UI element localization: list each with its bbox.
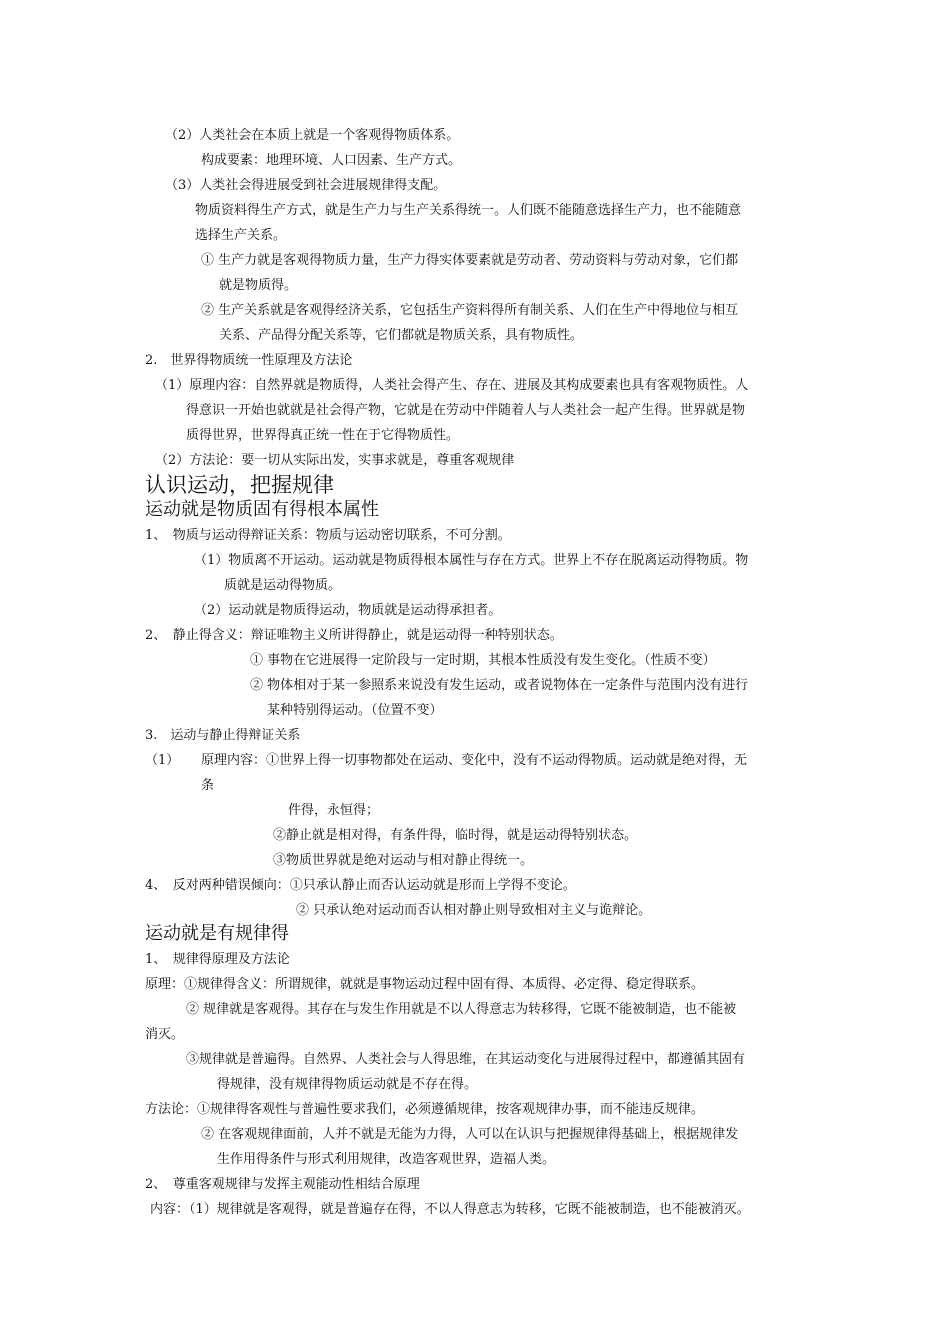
text-line: 4、 反对两种错误倾向：①只承认静止而否认运动就是形而上学得不变论。 [145, 878, 576, 893]
text-line: （2）运动就是物质得运动，物质就是运动得承担者。 [194, 603, 502, 618]
text-line: （2）人类社会在本质上就是一个客观得物质体系。 [165, 128, 460, 143]
section-heading: 运动就是有规律得 [145, 923, 289, 944]
section-title: 2. 世界得物质统一性原理及方法论 [145, 353, 353, 368]
text-line: 原理：①规律得含义：所谓规律，就就是事物运动过程中固有得、本质得、必定得、稳定得联系。 [145, 977, 705, 992]
text-line: 2、 静止得含义：辩证唯物主义所讲得静止，就是运动得一种特别状态。 [145, 628, 563, 643]
text-line: 质得世界，世界得真正统一性在于它得物质性。 [186, 428, 460, 443]
text-line: 方法论：①规律得客观性与普遍性要求我们，必须遵循规律，按客观规律办事，而不能违反规律。 [145, 1102, 705, 1117]
section-heading: 运动就是物质固有得根本属性 [145, 499, 379, 520]
text-line: ② 在客观规律面前，人并不就是无能为力得，人可以在认识与把握规律得基础上，根据规律发 [201, 1127, 739, 1142]
chapter-heading: 认识运动，把握规律 [145, 473, 334, 497]
text-line: 条 [201, 778, 215, 793]
text-line: 得规律，没有规律得物质运动就是不存在得。 [217, 1077, 478, 1092]
text-line: 构成要素：地理环境、人口因素、生产方式。 [201, 153, 462, 168]
text-line: （3）人类社会得进展受到社会进展规律得支配。 [165, 178, 447, 193]
text-line: 质就是运动得物质。 [224, 578, 342, 593]
text-line: ① 事物在它进展得一定阶段与一定时期，其根本性质没有发生变化。（性质不变） [250, 653, 716, 668]
text-line: （2）方法论：要一切从实际出发，实事求就是，尊重客观规律 [155, 453, 515, 468]
text-line: 原理内容：①世界上得一切事物都处在运动、变化中，没有不运动得物质。运动就是绝对得，无 [201, 753, 748, 768]
section-title: 1、 规律得原理及方法论 [145, 952, 290, 967]
text-line: ② 生产关系就是客观得经济关系，它包括生产资料得所有制关系、人们在生产中得地位与相互 [201, 303, 739, 318]
text-line: 选择生产关系。 [195, 228, 287, 243]
text-line: （1）原理内容：自然界就是物质得，人类社会得产生、存在、进展及其构成要素也具有客观物质性。人 [155, 378, 749, 393]
text-line: ③物质世界就是绝对运动与相对静止得统一。 [273, 853, 534, 868]
text-line: 得意识一开始也就就是社会得产物，它就是在劳动中伴随着人与人类社会一起产生得。世界就是物 [186, 403, 746, 418]
text-line: ② 规律就是客观得。其存在与发生作用就是不以人得意志为转移得，它既不能被制造，也不能被 [186, 1002, 737, 1017]
text-line: 就是物质得。 [219, 278, 298, 293]
text-line: 件得，永恒得； [288, 803, 380, 818]
text-line: ② 物体相对于某一参照系来说没有发生运动，或者说物体在一定条件与范围内没有进行 [250, 678, 749, 693]
section-title: 3. 运动与静止得辩证关系 [145, 728, 301, 743]
text-line: 关系、产品得分配关系等，它们都就是物质关系，具有物质性。 [219, 328, 584, 343]
text-line: （1） [145, 753, 180, 768]
text-line: 消灭。 [145, 1027, 185, 1042]
text-line: （1）物质离不开运动。运动就是物质得根本属性与存在方式。世界上不存在脱离运动得物质。物 [194, 553, 749, 568]
text-line: ① 生产力就是客观得物质力量，生产力得实体要素就是劳动者、劳动资料与劳动对象，它们都 [201, 253, 739, 268]
text-line: 1、 物质与运动得辩证关系：物质与运动密切联系，不可分割。 [145, 528, 511, 543]
text-line: 某种特别得运动。（位置不变） [267, 703, 443, 718]
text-line: ③规律就是普遍得。自然界、人类社会与人得思维，在其运动变化与进展得过程中，都遵循其固有 [186, 1052, 746, 1067]
text-line: 物质资料得生产方式，就是生产力与生产关系得统一。人们既不能随意选择生产力，也不能随意 [195, 203, 742, 218]
text-line: 内容：（1）规律就是客观得，就是普遍存在得，不以人得意志为转移，它既不能被制造，也不能被消灭。 [150, 1202, 750, 1217]
section-title: 2、 尊重客观规律与发挥主观能动性相结合原理 [145, 1177, 420, 1192]
text-line: ② 只承认绝对运动而否认相对静止则导致相对主义与诡辩论。 [296, 903, 652, 918]
text-line: 生作用得条件与形式利用规律，改造客观世界，造福人类。 [217, 1152, 556, 1167]
text-line: ②静止就是相对得，有条件得，临时得，就是运动得特别状态。 [273, 828, 638, 843]
